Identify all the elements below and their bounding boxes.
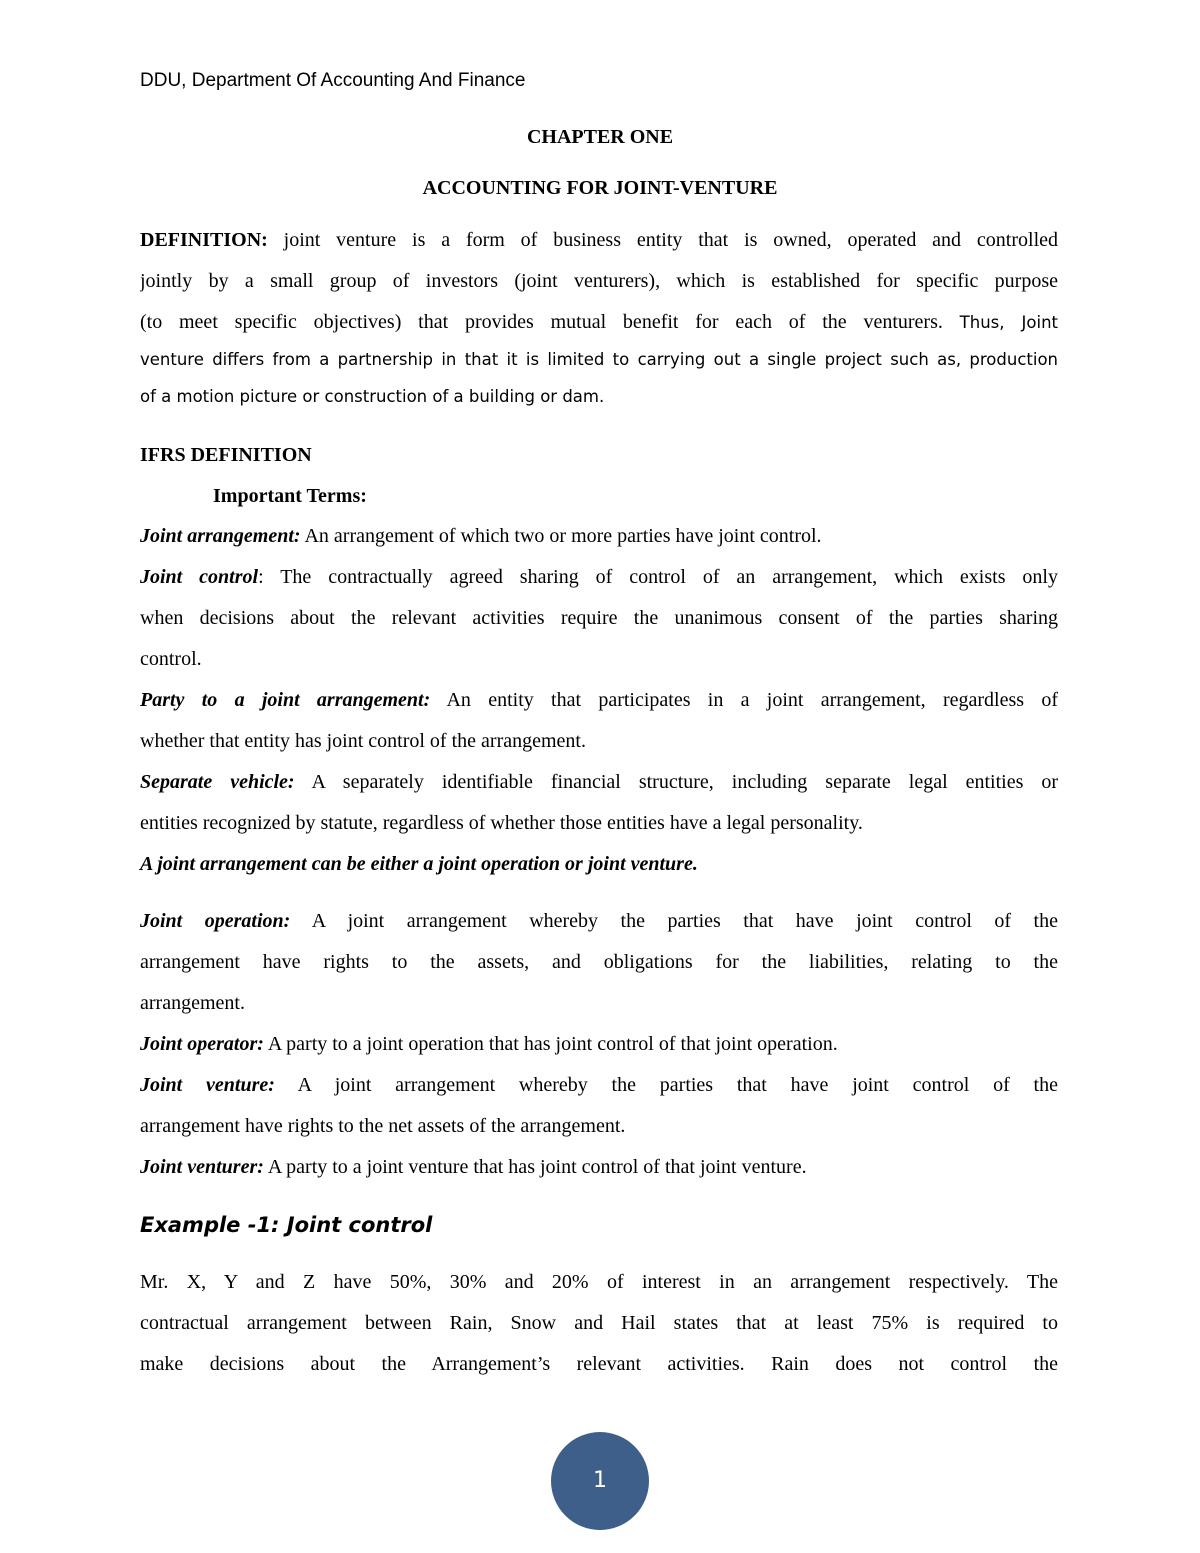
example-line-3: make decisions about the Arrangement’s relevant activities. Rain does not control the — [140, 1353, 1058, 1375]
definition-paragraph — [140, 220, 1058, 343]
example-line-1: Mr. X, Y and Z have 50%, 30% and 20% of interest in an arrangement respectively. The — [140, 1271, 1058, 1293]
ifrs-heading: IFRS DEFINITION — [140, 444, 312, 466]
page-number-badge: 1 — [551, 1432, 649, 1530]
important-terms-heading: Important Terms: — [213, 485, 367, 507]
term-joint-operation-line-2: arrangement have rights to the assets, and obligations for the liabilities, relating to the — [140, 951, 1058, 973]
term-joint-venture-line-1: Joint venture: A joint arrangement whereby the parties that have joint control of the — [140, 1074, 1058, 1096]
terms-list — [140, 516, 1058, 885]
term-joint-venturer: Joint venturer: A party to a joint venture that has joint control of that joint venture. — [140, 1156, 807, 1178]
term-joint-arrangement: Joint arrangement: An arrangement of which two or more parties have joint control. — [140, 525, 822, 547]
term-joint-control-line-3: control. — [140, 648, 202, 670]
term-joint-operation-line-1: Joint operation: A joint arrangement whereby the parties that have joint control of the — [140, 910, 1058, 932]
chapter-title: CHAPTER ONE — [526, 126, 674, 148]
term-party-line-1: Party to a joint arrangement: An entity that participates in a joint arrangement, regardless of — [140, 689, 1058, 711]
term-joint-operation-line-3: arrangement. — [140, 992, 245, 1014]
terms-list-2 — [140, 901, 1058, 1188]
term-separate-line-2: entities recognized by statute, regardless of whether those entities have a legal personality. — [140, 812, 863, 834]
term-joint-control-line-1: Joint control: The contractually agreed sharing of control of an arrangement, which exists only — [140, 566, 1058, 588]
definition-continuation — [140, 341, 1058, 415]
definition-line-4: venture differs from a partnership in that it is limited to carrying out a single project such as, production — [140, 350, 1058, 369]
term-party-line-2: whether that entity has joint control of the arrangement. — [140, 730, 586, 752]
definition-line-3: (to meet specific objectives) that provides mutual benefit for each of the venturers. Thus, Joint — [140, 311, 1058, 333]
definition-label: DEFINITION: — [140, 229, 268, 251]
definition-line-1: DEFINITION: joint venture is a form of business entity that is owned, operated and controlled — [140, 229, 1058, 251]
definition-line-2: jointly by a small group of investors (joint venturers), which is established for specific purpose — [140, 270, 1058, 292]
definition-line-5: of a motion picture or construction of a building or dam. — [140, 387, 605, 406]
term-separate-line-1: Separate vehicle: A separately identifiable financial structure, including separate legal entities or — [140, 771, 1058, 793]
term-joint-control-line-2: when decisions about the relevant activities require the unanimous consent of the parties sharing — [140, 607, 1058, 629]
term-joint-operator: Joint operator: A party to a joint operation that has joint control of that joint operation. — [140, 1033, 838, 1055]
page-header: DDU, Department Of Accounting And Finance — [140, 70, 526, 91]
chapter-subtitle: ACCOUNTING FOR JOINT-VENTURE — [422, 177, 778, 199]
example-line-2: contractual arrangement between Rain, Snow and Hail states that at least 75% is required to — [140, 1312, 1058, 1334]
either-statement: A joint arrangement can be either a joint operation or joint venture. — [140, 853, 698, 875]
example-heading: Example -1: Joint control — [140, 1213, 433, 1237]
example-paragraph — [140, 1262, 1058, 1385]
term-joint-venture-line-2: arrangement have rights to the net assets of the arrangement. — [140, 1115, 626, 1137]
